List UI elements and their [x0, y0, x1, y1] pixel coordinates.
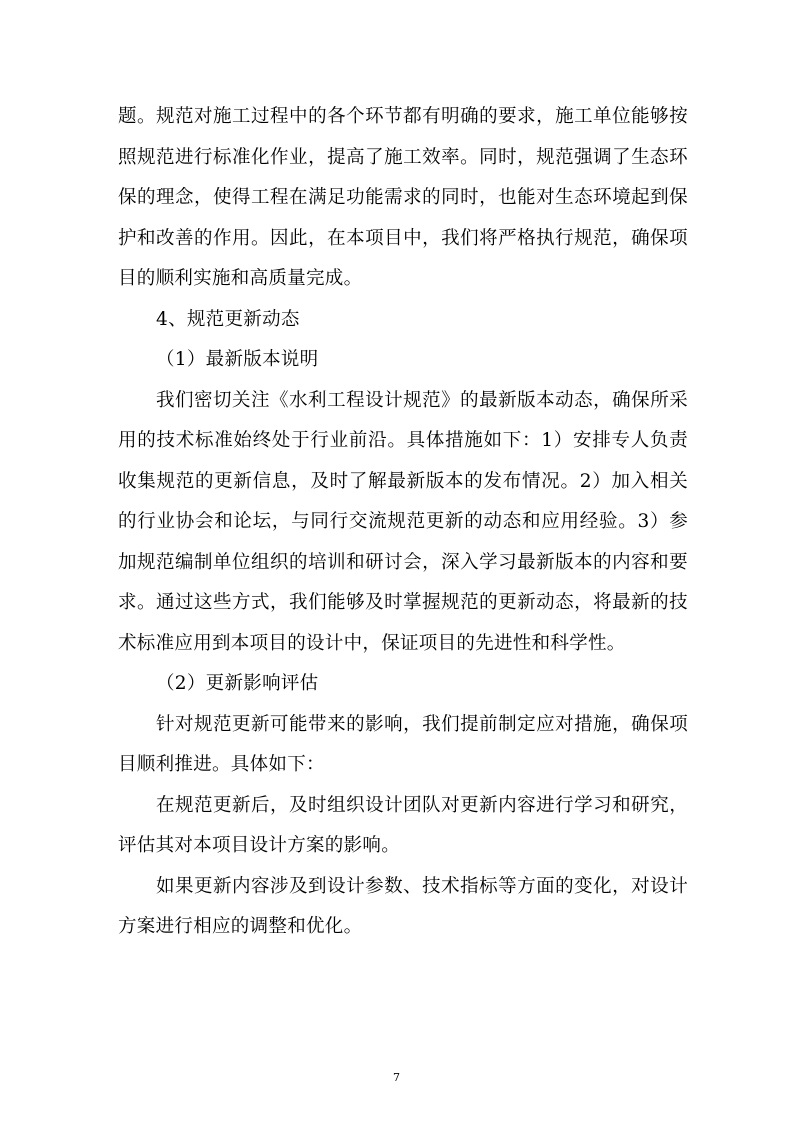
subsection-heading-latest-version: （1）最新版本说明 — [156, 349, 319, 370]
subsection-heading-impact-assessment: （2）更新影响评估 — [156, 673, 319, 694]
paragraph-impact-study: 在规范更新后，及时组织设计团队对更新内容进行学习和研究，评估其对本项目设计方案的影响。 — [118, 794, 688, 856]
paragraph-continuation: 题。规范对施工过程中的各个环节都有明确的要求，施工单位能够按照规范进行标准化作业，提高了施工效率。同时，规范强调了生态环保的理念，使得工程在满足功能需求的同时，也能对生态环境起到保护和改善的作用。因此，在本项目中，我们将严格执行规范，确保项目的顺利实施和高质量完成。 — [118, 106, 688, 289]
paragraph-impact-adjust: 如果更新内容涉及到设计参数、技术指标等方面的变化，对设计方案进行相应的调整和优化。 — [118, 875, 688, 937]
page-number: 7 — [393, 1071, 400, 1084]
body-text — [118, 97, 688, 948]
section-heading-update-dynamics: 4、规范更新动态 — [156, 308, 300, 330]
paragraph-latest-version: 我们密切关注《水利工程设计规范》的最新版本动态，确保所采用的技术标准始终处于行业前沿。具体措施如下：1）安排专人负责收集规范的更新信息，及时了解最新版本的发布情况。2）加入相关的行业协会和论坛，与同行交流规范更新的动态和应用经验。3）参加规范编制单位组织的培训和研讨会，深入学习最新版本的内容和要求。通过这些方式，我们能够及时掌握规范的更新动态，将最新的技术标准应用到本项目的设计中，保证项目的先进性和科学性。 — [118, 389, 688, 654]
paragraph-impact-intro: 针对规范更新可能带来的影响，我们提前制定应对措施，确保项目顺利推进。具体如下： — [118, 713, 688, 775]
